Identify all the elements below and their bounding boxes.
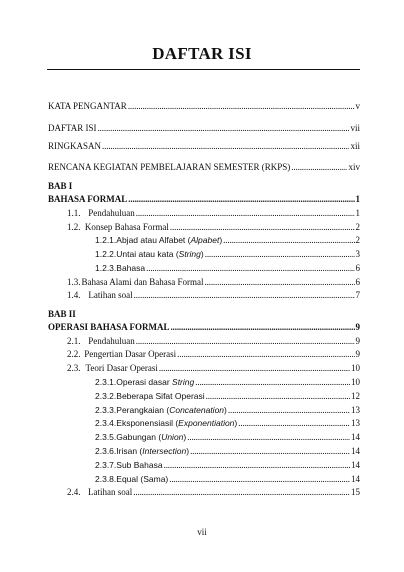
leader-dots [164,460,350,471]
leader-dots [102,141,349,152]
toc-entry-text: BAHASA FORMAL [48,194,128,204]
toc-entry[interactable] [67,277,360,288]
toc-entry-page: vii [350,123,360,133]
toc-entry-text: Latihan soal [88,290,133,300]
section-number: 2.3.4. [95,418,117,428]
toc-entry-text: OPERASI BAHASA FORMAL [48,322,170,332]
toc-entry[interactable] [67,487,360,498]
toc-entry[interactable] [67,290,360,301]
toc-entry-page: 6 [355,263,360,273]
leader-dots [136,336,355,347]
toc-entry[interactable] [67,222,360,233]
toc-entry-text: Latihan soal [88,487,133,497]
section-number: 2.3.2. [95,391,117,401]
toc-entry[interactable] [95,263,360,274]
leader-dots [205,249,355,260]
toc-entry[interactable] [67,336,360,347]
toc-entry-daftar-isi[interactable] [48,123,360,134]
toc-entry-rkps[interactable] [48,162,360,173]
toc-entry-text: KATA PENGANTAR [48,101,127,111]
toc-entry[interactable] [67,349,360,360]
toc-entry-text: Teori Dasar Operasi [85,363,158,373]
leader-dots [238,418,350,429]
toc-entry-page: 14 [351,474,360,484]
toc-entry-text: Beberapa Sifat Operasi [116,391,205,401]
toc-entry-page: 12 [351,391,360,401]
toc-entry-text: RENCANA KEGIATAN PEMBELAJARAN SEMESTER (RKPS) [48,162,291,172]
toc-entry-page: 2 [355,235,360,245]
leader-dots [170,222,355,233]
toc-entry-page: 15 [351,487,360,497]
toc-entry[interactable] [95,418,360,429]
chapter-label: BAB II [48,309,76,319]
toc-entry-page: 1 [355,194,360,204]
section-number: 2.4. [67,487,81,497]
toc-entry[interactable] [95,474,360,485]
toc-entry[interactable] [95,377,360,388]
leader-dots [187,432,350,443]
leader-dots [206,391,350,402]
toc-entry-text: Eksponensiasil (Exponentiation) [116,418,238,428]
page-title: DAFTAR ISI [152,44,252,63]
section-number: 2.3.7. [95,460,117,470]
section-number: 2.3. [67,363,81,373]
section-number: 1.4. [67,290,81,300]
toc-entry[interactable] [95,249,360,260]
section-number: 1.3. [67,277,81,287]
leader-dots [128,194,354,205]
toc-entry-page: xii [350,141,360,151]
leader-dots [291,162,347,173]
leader-dots [136,208,355,219]
toc-entry-page: 9 [355,349,360,359]
leader-dots [133,487,350,498]
section-number: 1.2.3. [95,263,117,273]
toc-entry[interactable] [95,405,360,416]
toc-entry-page: 14 [351,432,360,442]
toc-entry-page: 3 [355,249,360,259]
leader-dots [98,123,350,134]
toc-entry-text: Pengertian Dasar Operasi [84,349,177,359]
toc-entry-text: RINGKASAN [48,141,102,151]
toc-entry-page: v [355,101,360,111]
toc-entry-page: 7 [355,290,360,300]
toc-entry-page: 9 [355,322,360,332]
toc-entry[interactable] [95,446,360,457]
leader-dots [228,405,350,416]
toc-entry[interactable] [95,391,360,402]
toc-entry-page: 9 [355,336,360,346]
section-number: 2.3.6. [95,446,117,456]
toc-entry-page: 13 [351,405,360,415]
toc-entry-text: Irisan (Intersection) [116,446,190,456]
section-number: 2.3.5. [95,432,117,442]
toc-entry-text: Bahasa [116,263,146,273]
leader-dots [177,349,354,360]
toc-entry-text: Bahasa Alami dan Bahasa Formal [81,277,204,287]
toc-entry-kata-pengantar[interactable] [48,101,360,112]
section-number: 2.3.8. [95,474,117,484]
section-number: 2.1. [67,336,81,346]
leader-dots [128,101,355,112]
leader-dots [195,377,350,388]
toc-entry-text: Abjad atau Alfabet (Alpabet) [116,235,223,245]
toc-entry-page: xiv [348,162,360,172]
toc-entry-text: Untai atau kata (String) [116,249,204,259]
section-number: 2.3.3. [95,405,117,415]
section-number: 1.2.2. [95,249,117,259]
leader-dots [190,446,350,457]
toc-entry-text: DAFTAR ISI [48,123,97,133]
leader-dots [134,290,355,301]
toc-entry-page: 13 [351,418,360,428]
leader-dots [146,263,354,274]
toc-entry-text: Konsep Bahasa Formal [84,222,169,232]
toc-entry-page: 2 [355,222,360,232]
section-number: 1.1. [67,208,81,218]
toc-entry[interactable] [67,363,360,374]
leader-dots [169,474,350,485]
section-number: 2.2. [67,349,81,359]
toc-entry-page: 1 [355,208,360,218]
leader-dots [205,277,355,288]
toc-entry[interactable] [67,208,360,219]
toc-chapter-title[interactable] [48,322,360,333]
toc-entry-text: Gabungan (Union) [116,432,187,442]
toc-entry[interactable] [95,235,360,246]
toc-entry-page: 10 [351,363,360,373]
toc-entry-page: 10 [351,377,360,387]
toc-entry-text: Pendahuluan [88,208,135,218]
page-number: vii [197,527,207,537]
toc-entry-page: 14 [351,460,360,470]
toc-entry-text: Pendahuluan [88,336,135,346]
toc-entry-ringkasan[interactable] [48,141,360,152]
leader-dots [159,363,350,374]
toc-entry-page: 6 [355,277,360,287]
toc-entry[interactable] [95,432,360,443]
toc-entry-page: 14 [351,446,360,456]
leader-dots [223,235,354,246]
toc-chapter-title[interactable] [48,194,360,205]
section-number: 2.3.1. [95,377,117,387]
section-number: 1.2.1. [95,235,117,245]
toc-entry-text: Sub Bahasa [116,460,163,470]
section-number: 1.2. [67,222,81,232]
toc-entry-text: Operasi dasar String [116,377,195,387]
toc-entry-text: Equal (Sama) [116,474,169,484]
toc-entry[interactable] [95,460,360,471]
leader-dots [171,322,355,333]
chapter-label: BAB I [48,181,73,191]
toc-entry-text: Perangkaian (Concatenation) [116,405,227,415]
